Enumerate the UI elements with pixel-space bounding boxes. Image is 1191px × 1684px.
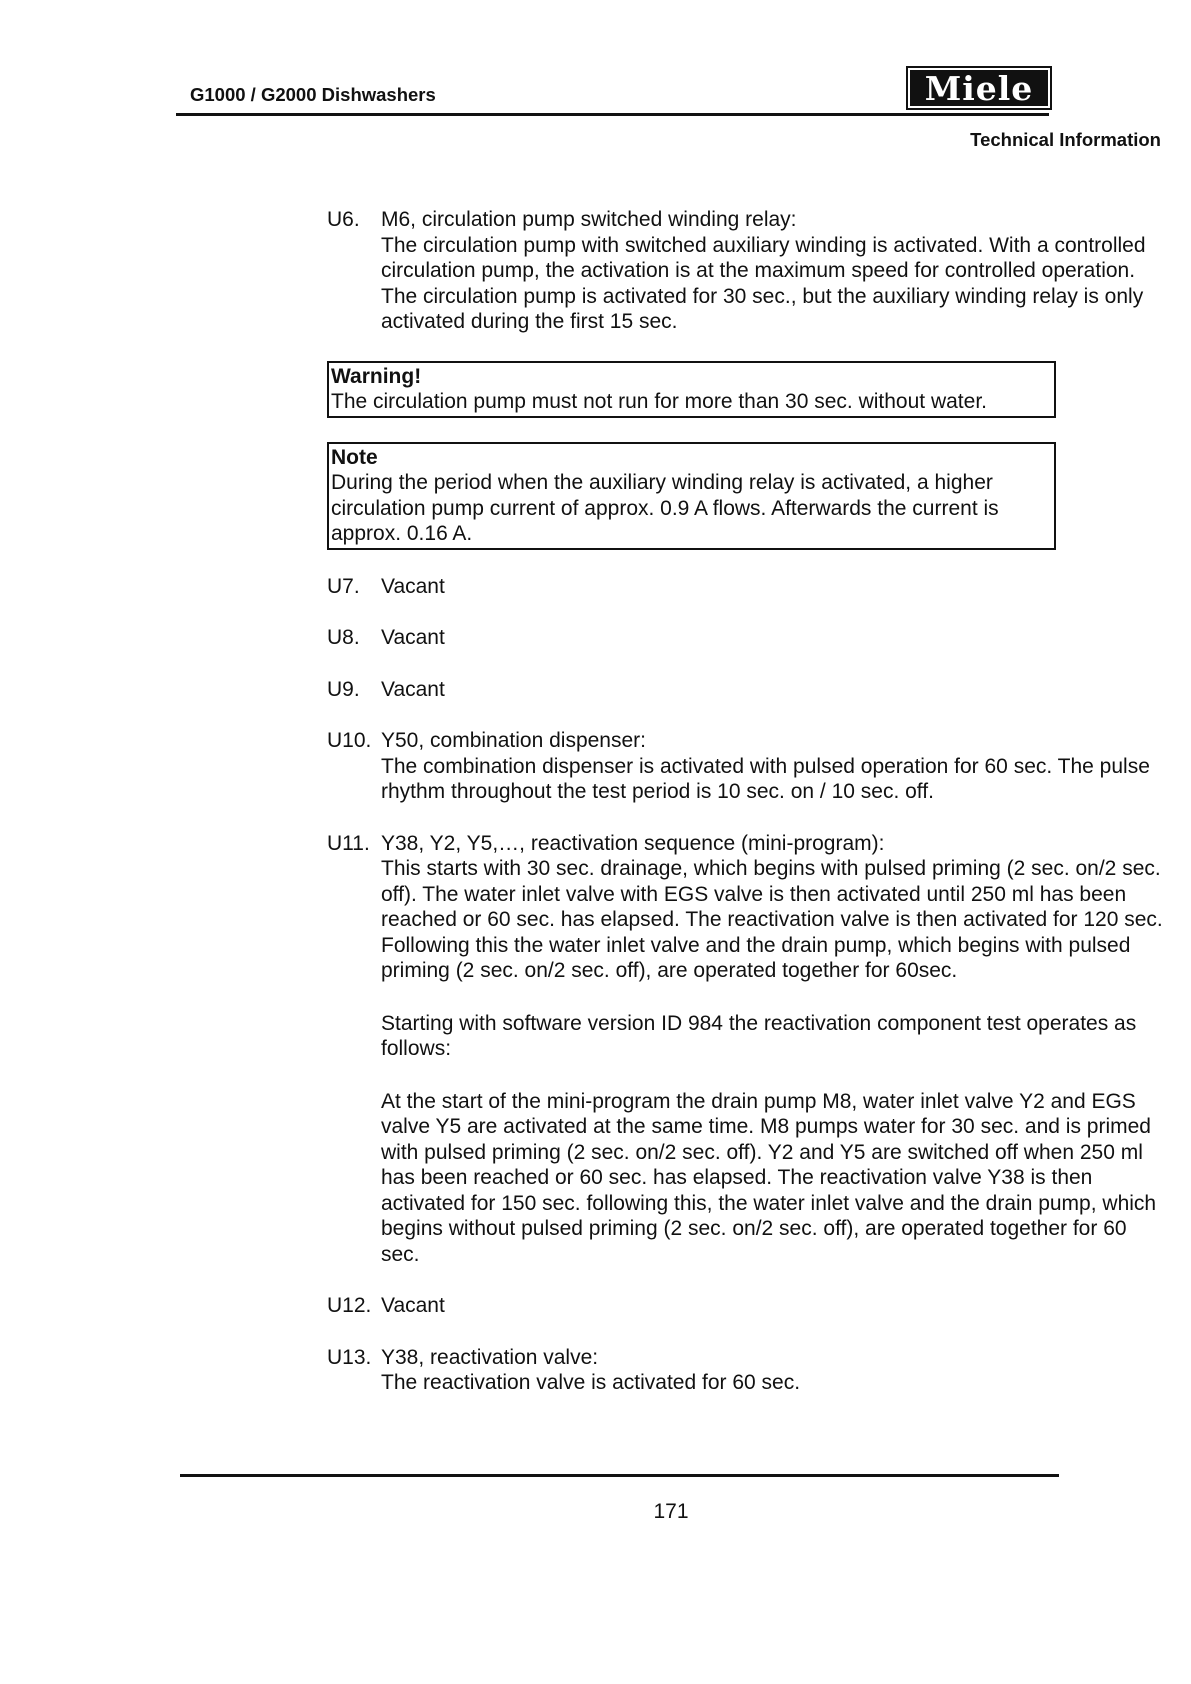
entry-code: U8. [327, 626, 360, 649]
entry-title: Y38, Y2, Y5,…, reactivation sequence (mini-program): [381, 831, 885, 855]
entry-title: Vacant [381, 574, 445, 598]
entry-code: U6. [327, 208, 360, 231]
entry-description: The combination dispenser is activated with pulsed operation for 60 sec. The pulse rhythm throughout the test period is 10 sec. on / 10 sec. off. [381, 754, 1150, 803]
document-title: G1000 / G2000 Dishwashers [190, 84, 436, 105]
note-text: During the period when the auxiliary winding relay is activated, a higher circulation pump current of approx. 0.9 A flows. Afterwards the current is approx. 0.16 A. [331, 471, 999, 545]
entry-title: Vacant [381, 677, 445, 701]
entry-title: Y38, reactivation valve: [381, 1345, 599, 1369]
footer-rule [180, 1474, 1059, 1477]
entry-description: At the start of the mini-program the drain pump M8, water inlet valve Y2 and EGS valve Y5 are activated at the same time. M8 pumps water for 30 sec. and is primed with pulsed priming (2 sec. on/2 sec. off). Y2 and Y5 are switched off when 250 ml has been reached or 60 sec. has elapsed. The reactivation valve Y38 is then activated for 150 sec. following this, the water inlet valve and the drain pump, which begins without pulsed priming (2 sec. on/2 sec. off), are operated together for 60 sec. [381, 1089, 1157, 1266]
warning-box [327, 361, 1056, 418]
entry-code: U13. [327, 1345, 372, 1369]
entry-code: U9. [327, 677, 360, 701]
note-box [327, 442, 1056, 550]
entry-description: The reactivation valve is activated for 60 sec. [381, 1371, 801, 1394]
warning-text: The circulation pump must not run for more than 30 sec. without water. [331, 390, 987, 413]
entry-title: Vacant [381, 626, 445, 649]
entry-code: U11. [327, 831, 370, 855]
entry-code: U7. [327, 574, 360, 598]
entry-u9 [327, 677, 1167, 703]
entry-u10 [327, 728, 1167, 805]
entry-u13 [327, 1345, 1167, 1396]
entry-u7 [327, 574, 1167, 600]
document-subtitle: Technical Information [970, 129, 1161, 150]
entry-title: Y50, combination dispenser: [381, 729, 646, 752]
entry-description: The circulation pump with switched auxiliary winding is activated. With a controlled circulation pump, the activation is at the maximum speed for controlled operation. The circulation pump is activated for 30 sec., but the auxiliary winding relay is only activated during the first 15 sec. [381, 233, 1146, 333]
entry-u12 [327, 1293, 1167, 1319]
page-number: 171 [653, 1500, 689, 1523]
entry-title: Vacant [381, 1294, 445, 1317]
entry-description: Starting with software version ID 984 the reactivation component test operates as follows: [381, 1011, 1137, 1060]
entry-u11 [327, 831, 1167, 1268]
warning-title: Warning! [331, 364, 422, 388]
entry-u8 [327, 625, 1167, 651]
header-rule [176, 113, 1049, 116]
entry-description: This starts with 30 sec. drainage, which begins with pulsed priming (2 sec. on/2 sec. off). The water inlet valve with EGS valve is then activated until 250 ml has been reached or 60 sec. has elapsed. The reactivation valve is then activated for 120 sec. Following this the water inlet valve and the drain pump, which begins with pulsed priming (2 sec. on/2 sec. off), are operated together for 60sec. [381, 857, 1163, 982]
entry-title: M6, circulation pump switched winding relay: [381, 208, 797, 231]
entry-code: U10. [327, 729, 372, 752]
page-content [327, 207, 1167, 1422]
entry-code: U12. [327, 1294, 372, 1317]
note-title: Note [331, 445, 378, 469]
entry-u6 [327, 207, 1167, 335]
miele-logo: Miele [910, 70, 1048, 106]
